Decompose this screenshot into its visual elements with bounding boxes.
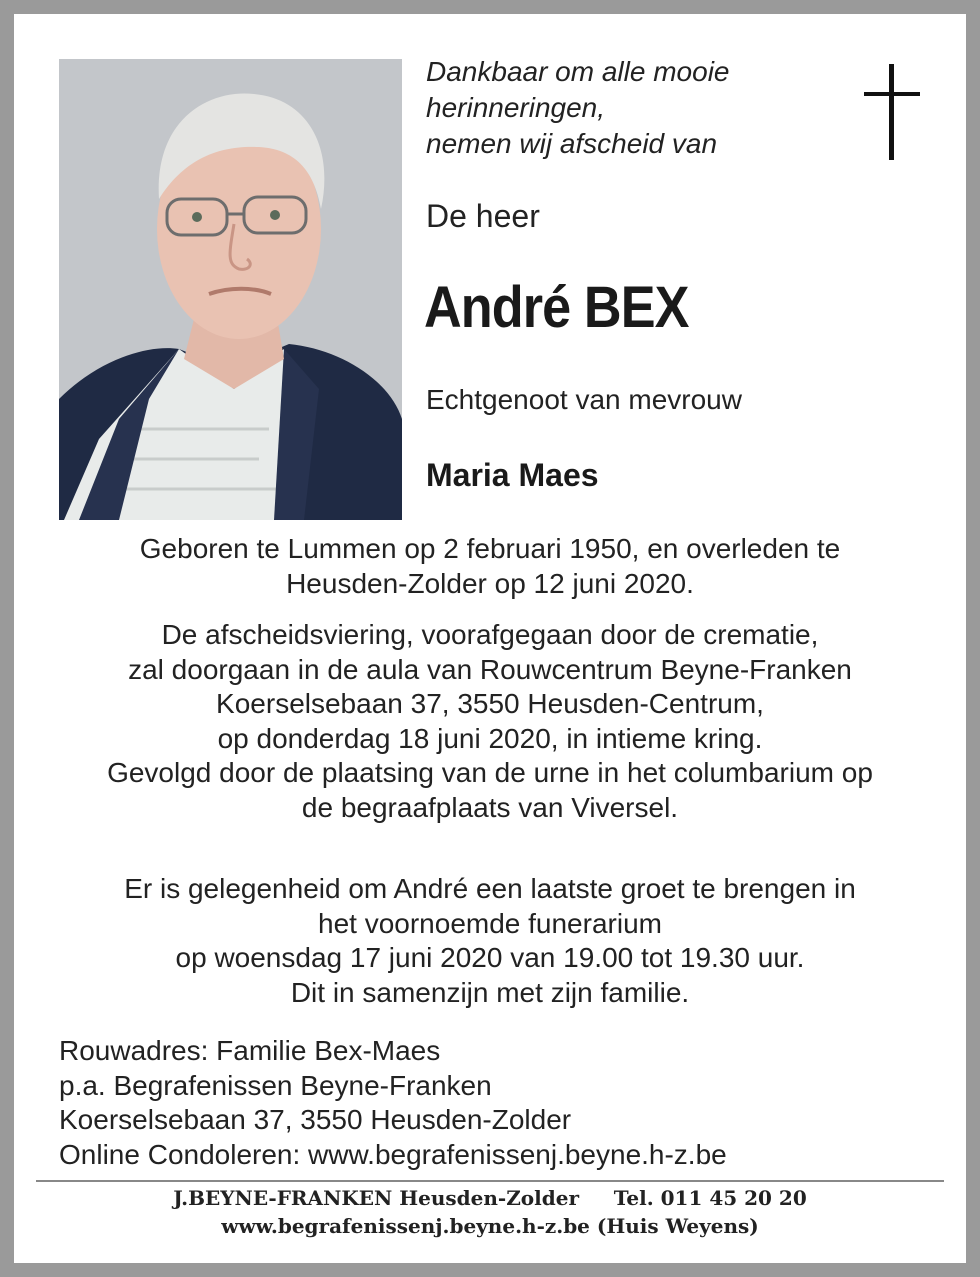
ceremony-line: zal doorgaan in de aula van Rouwcentrum Beyne-Franken (128, 653, 852, 685)
birth-death-info (34, 532, 946, 601)
birth-line: Geboren te Lummen op 2 februari 1950, en overleden te (139, 533, 841, 564)
visit-line: Dit in samenzijn met zijn familie. (290, 976, 690, 1008)
deceased-name: André BEX (424, 275, 689, 340)
address-line: Koerselsebaan 37, 3550 Heusden-Zolder (59, 1104, 572, 1136)
honorific: De heer (426, 198, 540, 234)
intro-line: herinneringen, (426, 92, 606, 123)
visit-line: op woensdag 17 juni 2020 van 19.00 tot 19.30 uur. (175, 942, 805, 974)
ceremony-info (34, 618, 946, 826)
address-line: p.a. Begrafenissen Beyne-Franken (59, 1069, 492, 1101)
address-line: Rouwadres: Familie Bex-Maes (59, 1035, 441, 1066)
footer-website[interactable]: www.begrafenissenj.beyne.h-z.be (Huis Weyens) (221, 1214, 759, 1238)
intro-line: nemen wij afscheid van (426, 128, 718, 159)
condolence-link[interactable]: Online Condoleren: www.begrafenissenj.beyne.h-z.be (59, 1138, 727, 1170)
intro-text (426, 54, 730, 162)
mourning-address (59, 1034, 727, 1172)
intro-line: Dankbaar om alle mooie (426, 56, 730, 87)
portrait-illustration (59, 59, 402, 520)
ceremony-line: de begraafplaats van Viversel. (301, 791, 679, 823)
ceremony-line: Gevolgd door de plaatsing van de urne in het columbarium op (107, 757, 873, 789)
spouse-name: Maria Maes (426, 457, 599, 493)
visit-line: Er is gelegenheid om André een laatste groet te brengen in (124, 873, 856, 904)
birth-line: Heusden-Zolder op 12 juni 2020. (286, 567, 694, 599)
footer-divider (36, 1180, 944, 1182)
visitation-info (34, 872, 946, 1010)
portrait-photo (59, 59, 402, 520)
latin-cross-icon (864, 64, 920, 160)
ceremony-line: De afscheidsviering, voorafgegaan door de crematie, (161, 619, 819, 650)
visit-line: het voornoemde funerarium (318, 907, 662, 939)
spouse-intro: Echtgenoot van mevrouw (426, 384, 742, 415)
funeral-home-footer (14, 1184, 966, 1240)
ceremony-line: op donderdag 18 juni 2020, in intieme kring. (217, 722, 763, 754)
footer-contact: J.BEYNE-FRANKEN Heusden-Zolder Tel. 011 45 20 20 (173, 1186, 807, 1210)
ceremony-line: Koerselsebaan 37, 3550 Heusden-Centrum, (216, 688, 764, 720)
obituary-card (14, 14, 966, 1263)
